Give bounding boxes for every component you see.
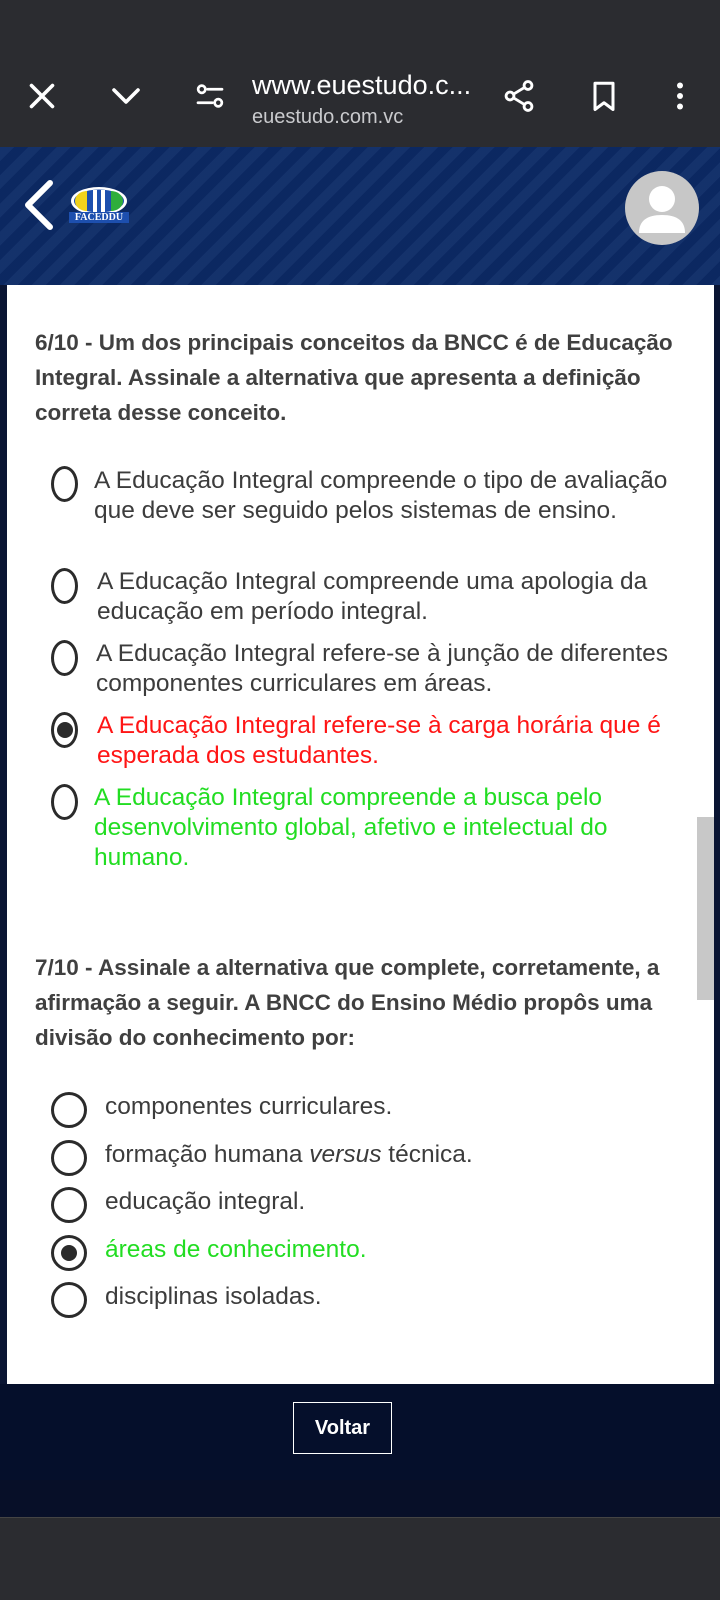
bookmark-icon[interactable] [582, 74, 626, 118]
url-domain: euestudo.com.vc [252, 106, 404, 128]
radio-q6-opt4-selected[interactable] [51, 712, 78, 748]
close-icon[interactable] [20, 74, 64, 118]
status-bar [0, 0, 720, 52]
option-q7-3[interactable]: educação integral. [105, 1188, 306, 1215]
question-7-title: 7/10 - Assinale a alternativa que complete, corretamente, a afirmação a seguir. A BNCC do Ensino Médio propôs uma divisão do conhecimento por: [35, 955, 660, 1050]
option-q6-2[interactable]: A Educação Integral compreende uma apologia da educação em período integral. [97, 568, 648, 625]
url-display[interactable] [252, 68, 487, 130]
radio-q7-opt4-selected[interactable] [51, 1235, 87, 1271]
radio-q7-opt5[interactable] [51, 1282, 87, 1318]
option-q7-2-italic: versus [309, 1141, 382, 1168]
avatar-icon [625, 171, 699, 245]
radio-dot [57, 722, 73, 738]
radio-q6-opt1[interactable] [51, 466, 78, 502]
radio-q7-opt1[interactable] [51, 1092, 87, 1128]
back-button[interactable]: Voltar [293, 1402, 392, 1454]
more-vertical-icon[interactable] [658, 74, 702, 118]
radio-q6-opt5[interactable] [51, 784, 78, 820]
scrollbar-thumb[interactable] [697, 817, 714, 1000]
radio-q7-opt2[interactable] [51, 1140, 87, 1176]
option-q6-4-wrong[interactable]: A Educação Integral refere-se à carga horária que é esperada dos estudantes. [97, 712, 661, 769]
chevron-down-icon[interactable] [104, 74, 148, 118]
option-q7-5[interactable]: disciplinas isoladas. [105, 1283, 322, 1310]
page-bottom [0, 1480, 720, 1517]
url-title: www.euestudo.c... [252, 70, 472, 100]
logo-text: FACEDDU [69, 212, 129, 223]
share-icon[interactable] [497, 74, 541, 118]
site-header [0, 147, 720, 285]
option-q7-2-after: técnica. [381, 1141, 473, 1168]
radio-q6-opt3[interactable] [51, 640, 78, 676]
option-q7-2[interactable] [105, 1140, 665, 1170]
option-q7-4-correct[interactable]: áreas de conhecimento. [105, 1236, 367, 1263]
question-6-title: 6/10 - Um dos principais conceitos da BNCC é de Educação Integral. Assinale a alternativa que apresenta a definição correta desse conceito. [35, 330, 673, 425]
option-q6-1[interactable]: A Educação Integral compreende o tipo de avaliação que deve ser seguido pelos sistemas de ensino. [94, 467, 668, 524]
back-chevron-icon[interactable] [18, 177, 62, 233]
radio-dot [61, 1245, 77, 1261]
radio-q7-opt3[interactable] [51, 1187, 87, 1223]
option-q6-3[interactable]: A Educação Integral refere-se à junção de diferentes componentes curriculares em áreas. [96, 640, 669, 697]
site-settings-icon[interactable] [188, 74, 232, 118]
radio-q6-opt2[interactable] [51, 568, 78, 604]
avatar[interactable] [625, 171, 699, 245]
system-nav-bar [0, 1517, 720, 1600]
option-q7-2-before: formação humana [105, 1141, 310, 1168]
logo[interactable] [68, 185, 130, 229]
option-q6-5-correct[interactable]: A Educação Integral compreende a busca pelo desenvolvimento global, afetivo e intelectual do humano. [94, 784, 608, 871]
option-q7-1[interactable]: componentes curriculares. [105, 1093, 393, 1120]
